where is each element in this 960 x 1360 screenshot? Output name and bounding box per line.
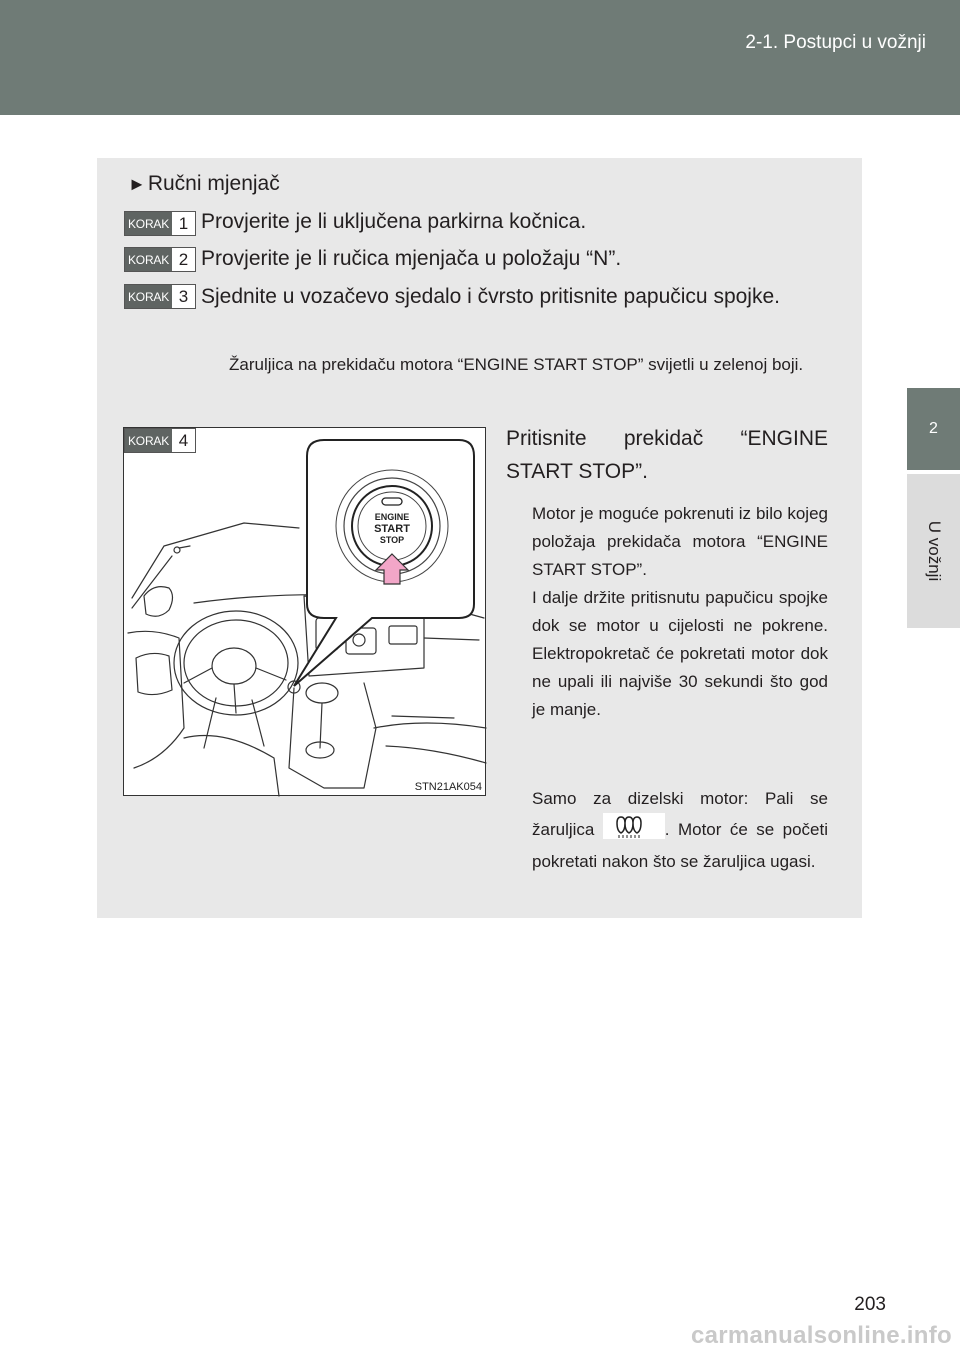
step-4-note-3-before: Samo za dizelski motor: Pali se žaruljica	[532, 789, 828, 839]
step-4-note-2-text: I dalje držite pritisnutu papučicu spojke dok se motor u cijelosti ne pokrene. Elektropokretač će pokretati motor dok ne upali ili najviše 30 sekundi što god je manje.	[532, 588, 828, 719]
button-text-line-2: START	[374, 523, 410, 535]
step-badge-number: 2	[172, 248, 195, 271]
button-text-line-3: STOP	[379, 535, 405, 545]
step-4-text: Pritisnite prekidač “ENGINE START STOP”.	[506, 427, 828, 483]
chapter-tab-label-text: U vožnji	[924, 520, 944, 582]
chapter-tab-label	[907, 474, 960, 628]
step-4-note-3	[532, 785, 828, 876]
step-badge-label: KORAK	[125, 248, 172, 271]
button-text-line-1: ENGINE	[374, 512, 410, 522]
step-badge-2	[124, 247, 196, 272]
step-3-note: Žaruljica na prekidaču motora “ENGINE START STOP” svijetli u zelenoj boji.	[229, 355, 804, 374]
car-interior-drawing	[124, 428, 487, 797]
page-number: 203	[854, 1294, 886, 1315]
illustration-code: STN21AK054	[414, 781, 482, 793]
step-badge-number: 1	[172, 212, 195, 235]
step-badge-label: KORAK	[125, 429, 172, 452]
step-badge-label: KORAK	[125, 212, 172, 235]
triangle-marker-icon: ►	[128, 174, 146, 194]
step-badge-1	[124, 211, 196, 236]
step-badge-number: 4	[172, 429, 195, 452]
section-heading	[128, 172, 280, 196]
watermark: carmanualsonline.info	[690, 1322, 952, 1349]
step-badge-number: 3	[172, 285, 195, 308]
step-3-text-content: Sjednite u vozačevo sjedalo i čvrsto pritisnite papučicu spojke.	[201, 285, 780, 308]
header-bar	[0, 0, 960, 115]
step-badge-label: KORAK	[125, 285, 172, 308]
step-4-note-3-after: . Motor će se početi pokretati nakon što se žaruljica ugasi.	[532, 819, 828, 871]
step-4-note-1-text: Motor je moguće pokrenuti iz bilo kojeg položaja prekidača motora “ENGINE START STOP”.	[532, 504, 828, 579]
chapter-title: 2-1. Postupci u vožnji	[745, 32, 926, 53]
glow-plug-indicator-icon	[603, 813, 665, 848]
step-3-text	[201, 280, 828, 313]
engine-start-illustration	[123, 427, 486, 796]
chapter-tab-number: 2	[907, 388, 960, 470]
step-4-note-1	[532, 500, 828, 724]
section-title: Ručni mjenjač	[147, 172, 280, 195]
step-1-text: Provjerite je li uključena parkirna kočnica.	[201, 210, 587, 233]
step-badge-3	[124, 284, 196, 309]
step-2-text: Provjerite je li ručica mjenjača u položaju “N”.	[201, 247, 622, 270]
